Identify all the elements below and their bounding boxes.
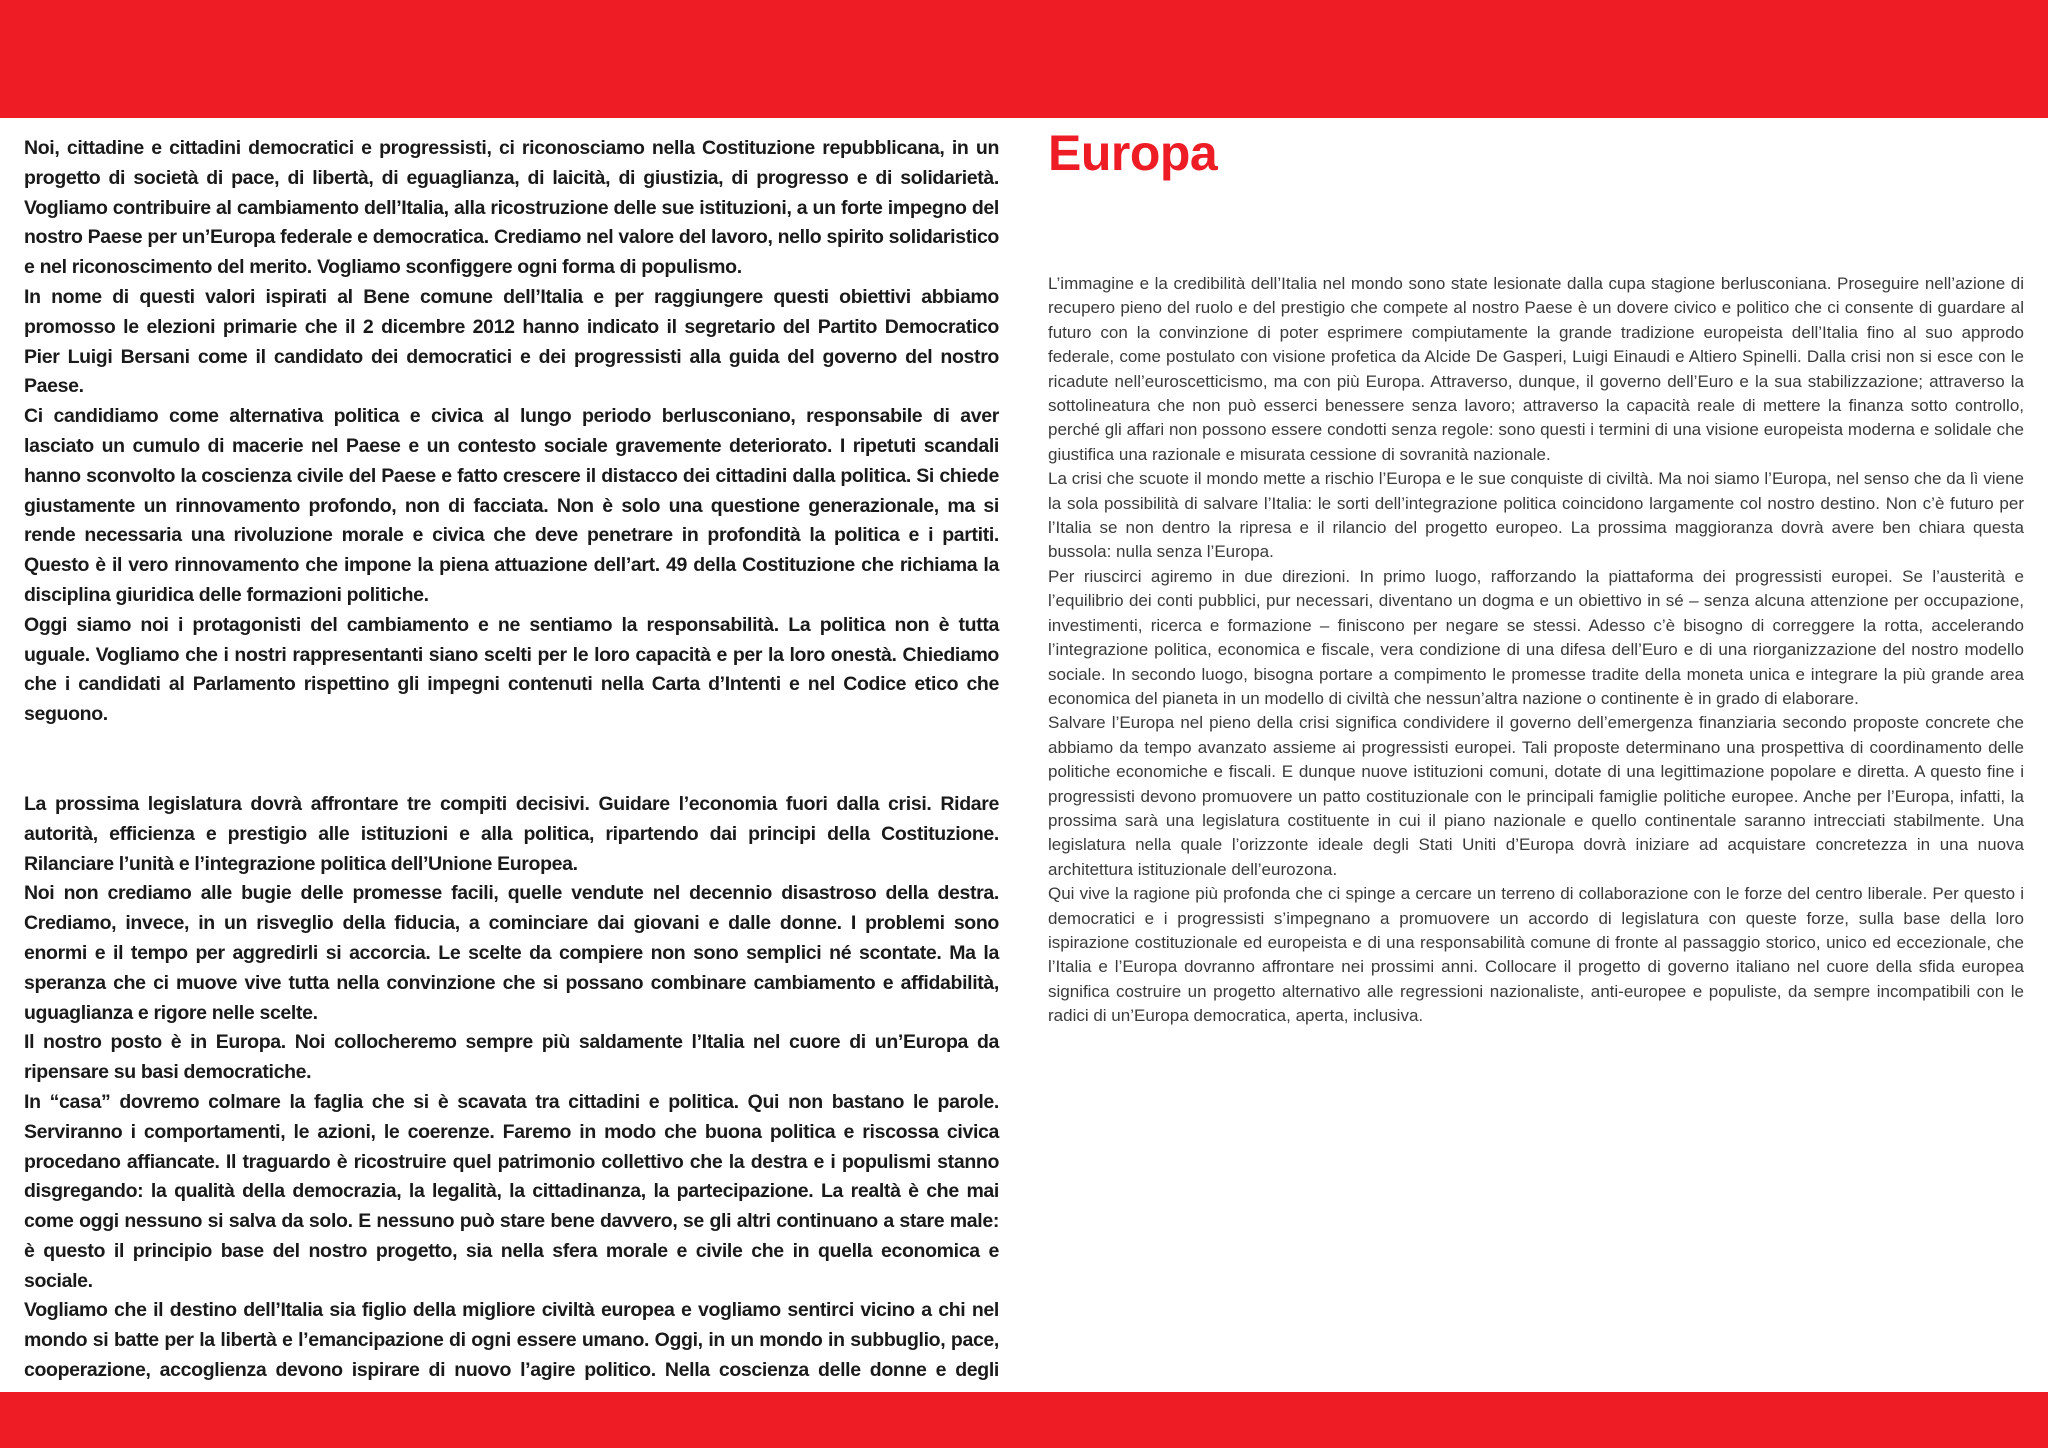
body-paragraph: La prossima legislatura dovrà affrontare tre compiti decisivi. Guidare l’economia fuori dalla crisi. Ridare autorità, efficienza e prestigio alle istituzioni e alla politica, ripartendo dai principi della Costituzione. Rilanciare l’unità e l’integrazione politica dell’Unione Europea. — [24, 792, 999, 875]
bottom-red-band — [0, 1392, 2048, 1448]
right-column — [1048, 125, 2024, 1026]
intro-paragraph: Oggi siamo noi i protagonisti del cambiamento e ne sentiamo la responsabilità. La politica non è tutta uguale. Vogliamo che i nostri rappresentanti siano scelti per le loro capacità e per la loro onestà. Chiediamo che i candidati al Parlamento rispettino gli impegni contenuti nella Carta d’Intenti e nel Codice etico che seguono. — [24, 613, 999, 726]
intro-paragraph: In nome di questi valori ispirati al Bene comune dell’Italia e per raggiungere questi obiettivi abbiamo promosso le elezioni primarie che il 2 dicembre 2012 hanno indicato il segretario del Partito Democratico Pier Luigi Bersani come il candidato dei democratici e dei progressisti alla guida del governo del nostro Paese. — [24, 285, 999, 398]
europa-paragraph: Qui vive la ragione più profonda che ci spinge a cercare un terreno di collaborazione con le forze del centro liberale. Per questo i democratici e i progressisti s’impegnano a promuovere un accordo di legislatura con queste forze, sulla base della loro ispirazione costituzionale ed europeista e di una responsabilità comune di fronte al passaggio storico, unico ed eccezionale, che l’Italia e l’Europa dovranno affrontare nei prossimi anni. Collocare il progetto di governo italiano nel cuore della sfida europea significa costruire un progetto alternativo alle regressioni nazionaliste, anti-europee e populiste, da sempre incompatibili con le radici di un’Europa democratica, aperta, inclusiva. — [1048, 884, 2024, 1026]
europa-body — [1048, 272, 2024, 1029]
section-title-europa: Europa — [1048, 125, 1218, 181]
body-paragraph: In “casa” dovremo colmare la faglia che si è scavata tra cittadini e politica. Qui non bastano le parole. Serviranno i comportamenti, le azioni, le coerenze. Faremo in modo che buona politica e riscossa civica procedano affiancate. Il traguardo è ricostruire quel patrimonio collettivo che la destra e i populismi stanno disgregando: la qualità della democrazia, la legalità, la cittadinanza, la partecipazione. La realtà è che mai come oggi nessuno si salva da solo. E nessuno può stare bene davvero, se gli altri continuano a stare male: è questo il principio base del nostro progetto, sia nella sfera morale e civile che in quella economica e sociale. — [24, 1090, 999, 1292]
intro-paragraph: Noi, cittadine e cittadini democratici e progressisti, ci riconosciamo nella Costituzione repubblicana, in un progetto di società di pace, di libertà, di eguaglianza, di laicità, di giustizia, di progresso e di solidarietà. Vogliamo contribuire al cambiamento dell’Italia, alla ricostruzione delle sue istituzioni, a un forte impegno del nostro Paese per un’Europa federale e democratica. Crediamo nel valore del lavoro, nello spirito solidaristico e nel riconoscimento del merito. Vogliamo sconfiggere ogni forma di populismo. — [24, 137, 999, 279]
body-paragraph: Il nostro posto è in Europa. Noi collocheremo sempre più saldamente l’Italia nel cuore di un’Europa da ripensare su basi democratiche. — [24, 1031, 999, 1084]
europa-paragraph: Salvare l’Europa nel pieno della crisi significa condividere il governo dell’emergenza finanziaria secondo proposte concrete che abbiamo da tempo avanzato assieme ai progressisti europei. Tali proposte determinano una prospettiva di coordinamento delle politiche economiche e fiscali. E dunque nuove istituzioni comuni, dotate di una legittimazione popolare e diretta. A questo fine i progressisti devono promuovere un patto costituzionale con le principali famiglie politiche europee. Anche per l’Europa, infatti, la prossima sarà una legislatura costituente in cui il piano nazionale e quello continentale saranno intrecciati stabilmente. Una legislatura nella quale l’orizzonte ideale degli Stati Uniti d’Europa dovrà iniziare ad acquistare concretezza in una nuova architettura istituzionale dell’eurozona. — [1048, 713, 2024, 879]
body-paragraph: Noi non crediamo alle bugie delle promesse facili, quelle vendute nel decennio disastroso della destra. Crediamo, invece, in un risveglio della fiducia, a cominciare dai giovani e dalle donne. I problemi sono enormi e il tempo per aggredirli si accorcia. Le scelte da compiere non sono semplici né scontate. Ma la speranza che ci muove vive tutta nella convinzione che si possano combinare cambiamento e affidabilità, uguaglianza e rigore nelle scelte. — [24, 882, 999, 1024]
section-spacer — [24, 730, 999, 790]
europa-paragraph: La crisi che scuote il mondo mette a rischio l’Europa e le sue conquiste di civiltà. Ma noi siamo l’Europa, nel senso che da lì viene la sola possibilità di salvare l’Italia: le sorti dell’integrazione politica coincidono largamente col nostro destino. Non c’è futuro per l’Italia se non dentro la ripresa e il rilancio del progetto europeo. La prossima maggioranza dovrà avere ben chiara questa bussola: nulla senza l’Europa. — [1048, 469, 2024, 562]
top-red-band — [0, 0, 2048, 118]
europa-paragraph: Per riuscirci agiremo in due direzioni. In primo luogo, rafforzando la piattaforma dei progressisti europei. Se l’austerità e l’equilibrio dei conti pubblici, pur necessari, diventano un dogma e un obiettivo in sé – senza alcuna attenzione per occupazione, investimenti, ricerca e formazione – finiscono per negare se stessi. Adesso c’è bisogno di correggere la rotta, accelerando l’integrazione politica, economica e fiscale, vera condizione di una difesa dell’Euro e di una riorganizzazione del nostro modello sociale. In secondo luogo, bisogna portare a compimento le promesse tradite della moneta unica e integrare la più grande area economica del pianeta in un modello di civiltà che nessun’altra nazione o continente è in grado di elaborare. — [1048, 566, 2024, 708]
intro-paragraph: Ci candidiamo come alternativa politica e civica al lungo periodo berlusconiano, responsabile di aver lasciato un cumulo di macerie nel Paese e un contesto sociale gravemente deteriorato. I ripetuti scandali hanno sconvolto la coscienza civile del Paese e fatto crescere il distacco dei cittadini dalla politica. Si chiede giustamente un rinnovamento profondo, non di facciata. Non è solo una questione generazionale, ma si rende necessaria una rivoluzione morale e civica che deve penetrare in profondità la politica e i partiti. Questo è il vero rinnovamento che impone la piena attuazione dell’art. 49 della Costituzione che richiama la disciplina giuridica delle formazioni politiche. — [24, 405, 999, 606]
left-column — [24, 134, 999, 1445]
body-paragraph: Vogliamo che il destino dell’Italia sia figlio della migliore civiltà europea e vogliamo sentirci vicino a chi nel mondo si batte per la libertà e l’emancipazione di ogni essere umano. Oggi, in un mondo in subbuglio, pace, cooperazione, accoglienza devono ispirare di nuovo l’agire politico. Nella coscienza delle donne e degli — [24, 1299, 999, 1382]
europa-paragraph: L’immagine e la credibilità dell’Italia nel mondo sono state lesionate dalla cupa stagione berlusconiana. Proseguire nell’azione di recupero pieno del ruolo e del prestigio che compete al nostro Paese è un dovere civico e politico che ci consente di guardare al futuro con la convinzione di poter esprimere compiutamente la grande tradizione europeista dell’Italia fino al suo approdo federale, come postulato con visione profetica da Alcide De Gasperi, Luigi Einaudi e Altiero Spinelli. Dalla crisi non si esce con le ricadute nell’euroscetticismo, ma con più Europa. Attraverso, dunque, il governo dell’Euro e la sua stabilizzazione; attraverso la sottolineatura che non può esserci benessere senza lavoro; attraverso la capacità reale di mettere la finanza sotto controllo, perché gli affari non possono essere condotti senza regole: sono questi i termini di una visione europeista moderna e solidale che giustifica una razionale e misurata cessione di sovranità nazionale. — [1048, 274, 2024, 464]
